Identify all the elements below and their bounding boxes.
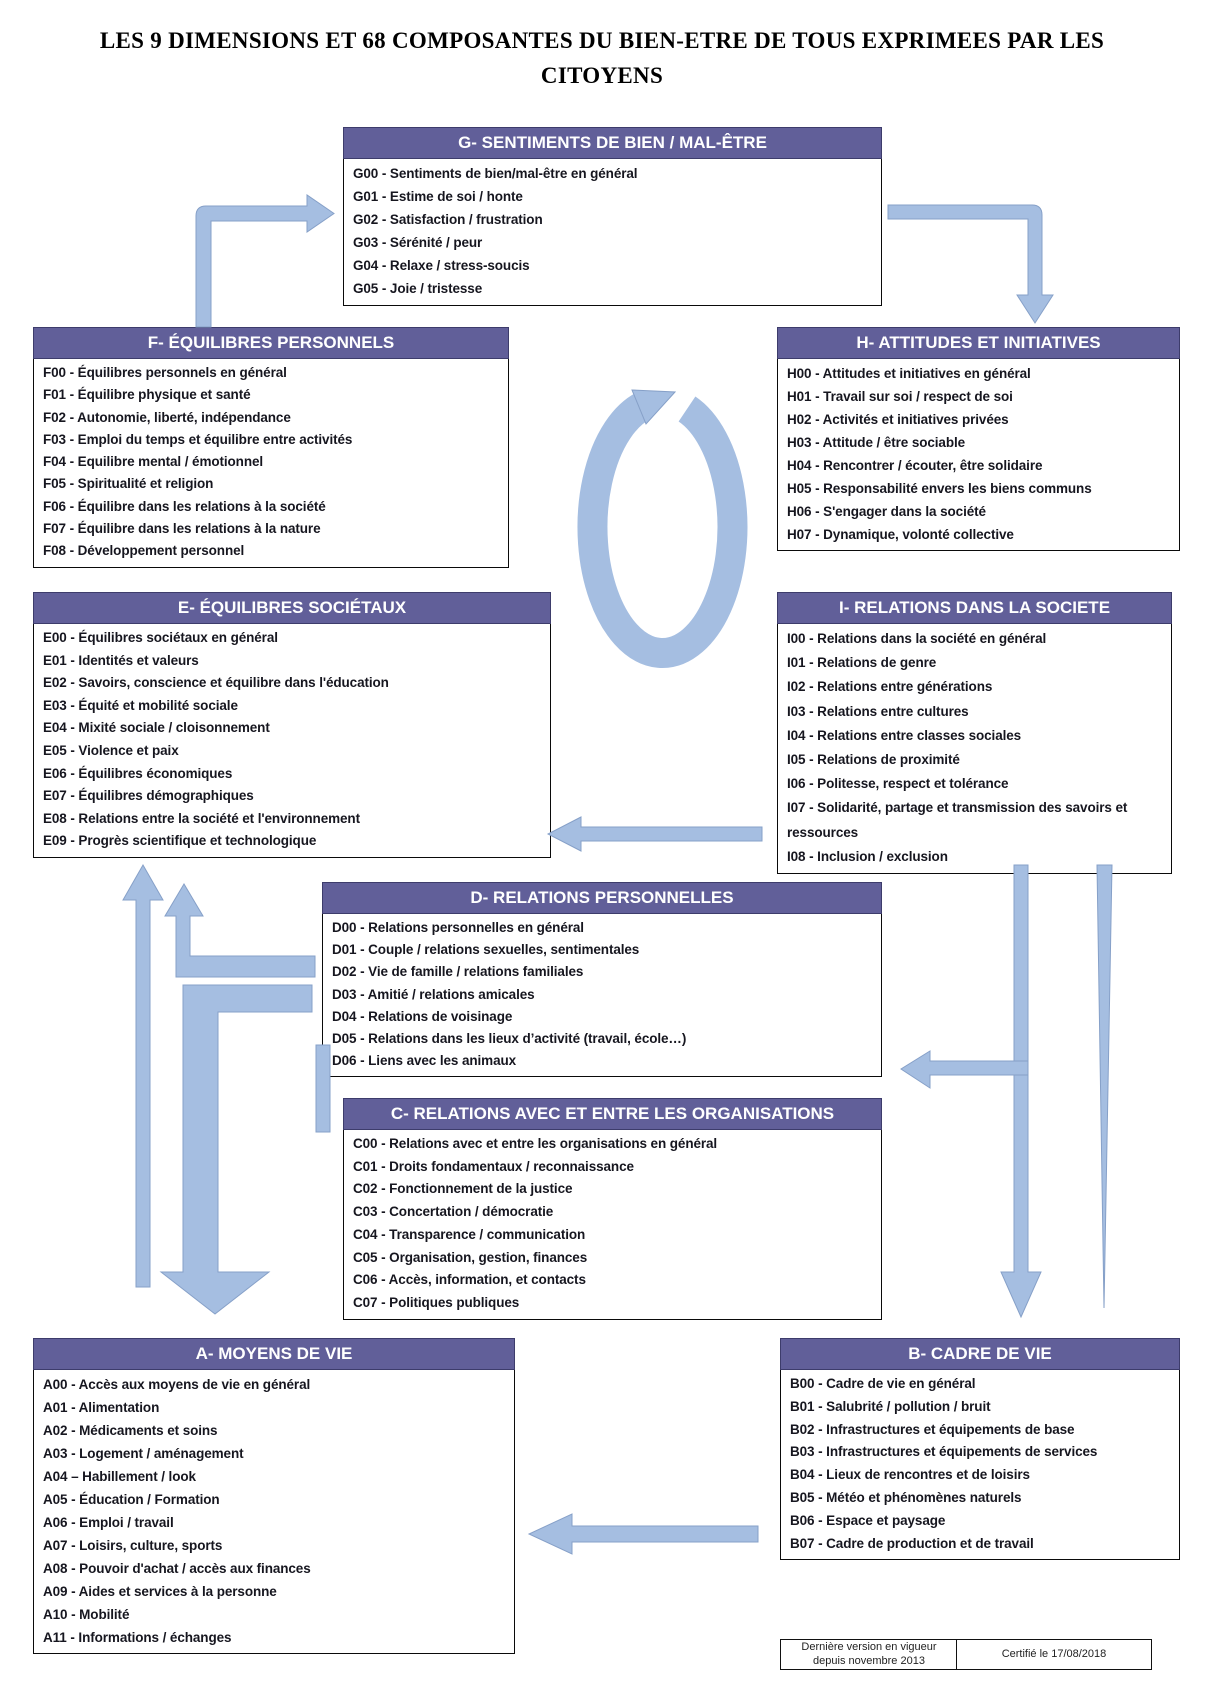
dimension-box-header: H- ATTITUDES ET INITIATIVES xyxy=(777,327,1180,359)
page-title: LES 9 DIMENSIONS ET 68 COMPOSANTES DU BIEN-ETRE DE TOUS EXPRIMEES PAR LES CITOYENS xyxy=(99,28,1105,88)
component-item: H05 - Responsabilité envers les biens communs xyxy=(787,481,1092,496)
dimension-box-i xyxy=(777,592,1172,874)
component-item: C05 - Organisation, gestion, finances xyxy=(353,1249,588,1265)
component-item: F00 - Équilibres personnels en général xyxy=(43,365,287,380)
component-item: B06 - Espace et paysage xyxy=(790,1512,946,1528)
dimension-box-h xyxy=(777,327,1180,551)
component-item: E03 - Équité et mobilité sociale xyxy=(43,697,238,713)
component-item: A07 - Loisirs, culture, sports xyxy=(43,1538,223,1553)
component-item: F01 - Équilibre physique et santé xyxy=(43,387,251,403)
component-item: A05 - Éducation / Formation xyxy=(43,1492,220,1507)
dimension-box-c xyxy=(343,1098,882,1320)
component-item: F03 - Emploi du temps et équilibre entre activités xyxy=(43,431,353,447)
component-item: I05 - Relations de proximité xyxy=(787,752,960,768)
component-item: A03 - Logement / aménagement xyxy=(43,1446,244,1461)
component-item: E09 - Progrès scientifique et technologique xyxy=(43,833,317,849)
component-item: E00 - Équilibres sociétaux en général xyxy=(43,630,278,645)
component-item: I01 - Relations de genre xyxy=(787,655,937,671)
dimension-box-header: E- ÉQUILIBRES SOCIÉTAUX xyxy=(33,592,551,624)
dimension-box-body xyxy=(33,359,509,568)
component-item: B05 - Météo et phénomènes naturels xyxy=(790,1489,1022,1505)
dimension-box-body xyxy=(343,1130,882,1320)
dimension-box-body xyxy=(777,624,1172,874)
component-item: C02 - Fonctionnement de la justice xyxy=(353,1181,573,1197)
component-item: F07 - Équilibre dans les relations à la nature xyxy=(43,521,321,537)
version-note-box xyxy=(780,1639,958,1670)
component-item: H01 - Travail sur soi / respect de soi xyxy=(787,389,1013,404)
component-item: C00 - Relations avec et entre les organisations en général xyxy=(353,1136,718,1151)
dimension-box-body xyxy=(33,624,551,858)
component-item: H06 - S'engager dans la société xyxy=(787,504,986,519)
component-item: C03 - Concertation / démocratie xyxy=(353,1204,554,1220)
component-item: B03 - Infrastructures et équipements de services xyxy=(790,1444,1098,1460)
arrow-g-to-h xyxy=(888,205,1053,323)
component-item: C01 - Droits fondamentaux / reconnaissance xyxy=(353,1158,634,1174)
component-item: I07 - Solidarité, partage et transmission des savoirs et ressources xyxy=(787,800,1128,840)
dimension-box-body xyxy=(322,914,882,1077)
component-item: D06 - Liens avec les animaux xyxy=(332,1053,517,1069)
component-item: G01 - Estime de soi / honte xyxy=(353,189,523,205)
component-item: F04 - Equilibre mental / émotionnel xyxy=(43,454,264,470)
dimension-box-header: D- RELATIONS PERSONNELLES xyxy=(322,882,882,914)
component-item: I06 - Politesse, respect et tolérance xyxy=(787,776,1009,792)
component-item: A02 - Médicaments et soins xyxy=(43,1423,218,1438)
dimension-box-header: B- CADRE DE VIE xyxy=(780,1338,1180,1370)
component-item: I08 - Inclusion / exclusion xyxy=(787,848,948,864)
component-item: G05 - Joie / tristesse xyxy=(353,281,483,297)
version-note-line1: Dernière version en vigueur xyxy=(801,1640,937,1653)
dimension-box-header: I- RELATIONS DANS LA SOCIETE xyxy=(777,592,1172,624)
dimension-box-header: F- ÉQUILIBRES PERSONNELS xyxy=(33,327,509,359)
dimension-box-body xyxy=(777,359,1180,551)
component-item: H00 - Attitudes et initiatives en général xyxy=(787,366,1031,381)
arrow-d-to-a-down xyxy=(161,985,312,1314)
component-item: I00 - Relations dans la société en général xyxy=(787,631,1047,646)
component-item: H03 - Attitude / être sociable xyxy=(787,435,966,450)
component-item: D05 - Relations dans les lieux d’activité (travail, école…) xyxy=(332,1031,687,1047)
component-item: D04 - Relations de voisinage xyxy=(332,1008,513,1024)
arrow-i-to-c-elbow xyxy=(901,1051,1028,1088)
dimension-box-body xyxy=(780,1370,1180,1560)
arrow-f-to-g xyxy=(196,195,334,327)
dimension-box-body xyxy=(343,159,882,306)
component-item: E06 - Équilibres économiques xyxy=(43,765,233,781)
component-item: A06 - Emploi / travail xyxy=(43,1515,174,1530)
arrow-i-to-b xyxy=(1001,865,1041,1317)
component-item: C07 - Politiques publiques xyxy=(353,1294,520,1310)
component-item: D02 - Vie de famille / relations familiales xyxy=(332,964,584,980)
component-item: E05 - Violence et paix xyxy=(43,742,179,758)
component-item: H02 - Activités et initiatives privées xyxy=(787,412,1009,427)
component-item: B00 - Cadre de vie en général xyxy=(790,1376,976,1391)
component-item: E07 - Équilibres démographiques xyxy=(43,788,254,804)
component-item: F06 - Équilibre dans les relations à la société xyxy=(43,498,326,514)
component-item: B02 - Infrastructures et équipements de base xyxy=(790,1421,1075,1437)
component-item: D00 - Relations personnelles en général xyxy=(332,920,584,935)
component-item: A11 - Informations / échanges xyxy=(43,1630,232,1645)
component-item: E04 - Mixité sociale / cloisonnement xyxy=(43,720,270,736)
component-item: D01 - Couple / relations sexuelles, sentimentales xyxy=(332,942,640,958)
component-item: A08 - Pouvoir d'achat / accès aux finances xyxy=(43,1561,311,1576)
component-item: B01 - Salubrité / pollution / bruit xyxy=(790,1398,991,1414)
component-item: E08 - Relations entre la société et l'environnement xyxy=(43,810,360,826)
component-item: I02 - Relations entre générations xyxy=(787,679,993,695)
dimension-box-a xyxy=(33,1338,515,1654)
dimension-box-d xyxy=(322,882,882,1077)
component-item: E02 - Savoirs, conscience et équilibre dans l'éducation xyxy=(43,675,389,691)
component-item: H07 - Dynamique, volonté collective xyxy=(787,527,1014,542)
version-note-line2: depuis novembre 2013 xyxy=(813,1654,925,1667)
dimension-box-header: G- SENTIMENTS DE BIEN / MAL-ÊTRE xyxy=(343,127,882,159)
certified-note-box: Certifié le 17/08/2018 xyxy=(956,1639,1152,1670)
dimension-box-f xyxy=(33,327,509,568)
component-item: E01 - Identités et valeurs xyxy=(43,652,199,668)
dimension-box-g xyxy=(343,127,882,306)
component-item: G04 - Relaxe / stress-soucis xyxy=(353,258,530,274)
dimension-box-b xyxy=(780,1338,1180,1560)
dimension-box-e xyxy=(33,592,551,858)
component-item: F05 - Spiritualité et religion xyxy=(43,476,214,492)
dimension-box-header: A- MOYENS DE VIE xyxy=(33,1338,515,1370)
dimension-box-header: C- RELATIONS AVEC ET ENTRE LES ORGANISATIONS xyxy=(343,1098,882,1130)
component-item: F02 - Autonomie, liberté, indépendance xyxy=(43,409,291,425)
component-item: A04 – Habillement / look xyxy=(43,1469,196,1484)
arrow-h-to-b-taper xyxy=(1097,865,1112,1308)
component-item: B07 - Cadre de production et de travail xyxy=(790,1535,1034,1551)
cycle-arrow-icon xyxy=(592,405,732,653)
component-item: G00 - Sentiments de bien/mal-être en général xyxy=(353,166,638,181)
component-item: I04 - Relations entre classes sociales xyxy=(787,727,1022,743)
arrow-a-to-e-up xyxy=(123,865,163,1287)
component-item: I03 - Relations entre cultures xyxy=(787,703,969,719)
component-item: D03 - Amitié / relations amicales xyxy=(332,986,535,1002)
component-item: A10 - Mobilité xyxy=(43,1607,130,1622)
dimension-box-body xyxy=(33,1370,515,1654)
component-item: A09 - Aides et services à la personne xyxy=(43,1584,277,1599)
component-item: A01 - Alimentation xyxy=(43,1400,160,1415)
arrow-i-to-e xyxy=(548,817,762,851)
component-item: B04 - Lieux de rencontres et de loisirs xyxy=(790,1467,1030,1483)
component-item: F08 - Développement personnel xyxy=(43,543,245,559)
component-item: C04 - Transparence / communication xyxy=(353,1226,586,1242)
component-item: A00 - Accès aux moyens de vie en général xyxy=(43,1377,311,1392)
cycle-arrow-head-icon xyxy=(632,390,675,424)
component-item: G03 - Sérénité / peur xyxy=(353,235,483,251)
component-item: G02 - Satisfaction / frustration xyxy=(353,212,543,228)
component-item: H04 - Rencontrer / écouter, être solidaire xyxy=(787,458,1043,473)
arrow-d-to-e-up-elbow xyxy=(165,884,315,977)
arrow-b-to-a xyxy=(529,1514,758,1554)
component-item: C06 - Accès, information, et contacts xyxy=(353,1272,586,1288)
